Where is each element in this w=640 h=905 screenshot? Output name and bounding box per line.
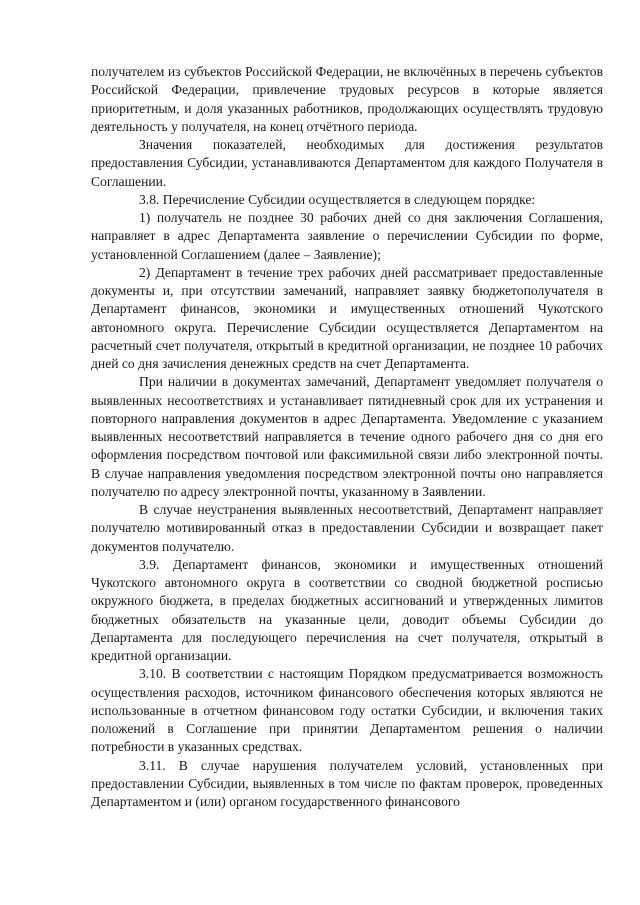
- paragraph-indicator-values: Значения показателей, необходимых для достижения результатов предоставления Субсидии, устанавливаются Департаментом для каждого Получателя в Соглашении.: [91, 137, 603, 189]
- paragraph-3-9: 3.9. Департамент финансов, экономики и имущественных отношений Чукотского автономного округа в соответствии со сводной бюджетной росписью окружного бюджета, в пределах бюджетных ассигнований и утвержденных лимитов бюджетных обязательств на указанные цели, доводит объемы Субсидии до Департамента для последующего перечисления на счет получателя, открытый в кредитной организации.: [91, 556, 603, 663]
- paragraph-3-8-item-2: 2) Департамент в течение трех рабочих дней рассматривает предоставленные документы и, при отсутствии замечаний, направляет заявку бюджетополучателя в Департамент финансов, экономики и имущественных отношений Чукотского автономного округа. Перечисление Субсидии осуществляется Департаментом на расчетный счет получателя, открытый в кредитной организации, не позднее 10 рабочих дней со дня зачисления денежных средств на счет Департамента.: [91, 264, 603, 371]
- paragraph-refusal: В случае неустранения выявленных несоответствий, Департамент направляет получателю мотивированный отказ в предоставлении Субсидии и возвращает пакет документов получателю.: [91, 502, 603, 554]
- paragraph-3-11: 3.11. В случае нарушения получателем условий, установленных при предоставлении Субсидии, выявленных в том числе по фактам проверок, проведенных Департаментом и (или) органом государственного финансового: [91, 757, 603, 809]
- document-body: [91, 63, 603, 811]
- paragraph-continuation: получателем из субъектов Российской Федерации, не включённых в перечень субъектов Российской Федерации, привлечение трудовых ресурсов в которые является приоритетным, и доля указанных работников, продолжающих осуществлять трудовую деятельность у получателя, на конец отчётного периода.: [91, 64, 603, 134]
- paragraph-remarks-notice: При наличии в документах замечаний, Департамент уведомляет получателя о выявленных несоответствиях и устанавливает пятидневный срок для их устранения и повторного направления документов в адрес Департамента. Уведомление с указанием выявленных несоответствий направляется в течение одного рабочего дня со дня его оформления посредством почтовой или факсимильной связи либо электронной почты. В случае направления уведомления посредством электронной почты оно направляется получателю по адресу электронной почты, указанному в Заявлении.: [91, 374, 603, 499]
- paragraph-3-8-heading: 3.8. Перечисление Субсидии осуществляется в следующем порядке:: [139, 191, 536, 207]
- paragraph-3-10: 3.10. В соответствии с настоящим Порядком предусматривается возможность осуществления расходов, источником финансового обеспечения которых являются не использованные в отчетном финансовом году остатки Субсидии, и включения таких положений в Соглашение при принятии Департаментом решения о наличии потребности в указанных средствах.: [91, 666, 603, 755]
- paragraph-3-8-item-1: 1) получатель не позднее 30 рабочих дней со дня заключения Соглашения, направляет в адрес Департамента заявление о перечислении Субсидии по форме, установленной Соглашением (далее – Заявление);: [91, 210, 603, 262]
